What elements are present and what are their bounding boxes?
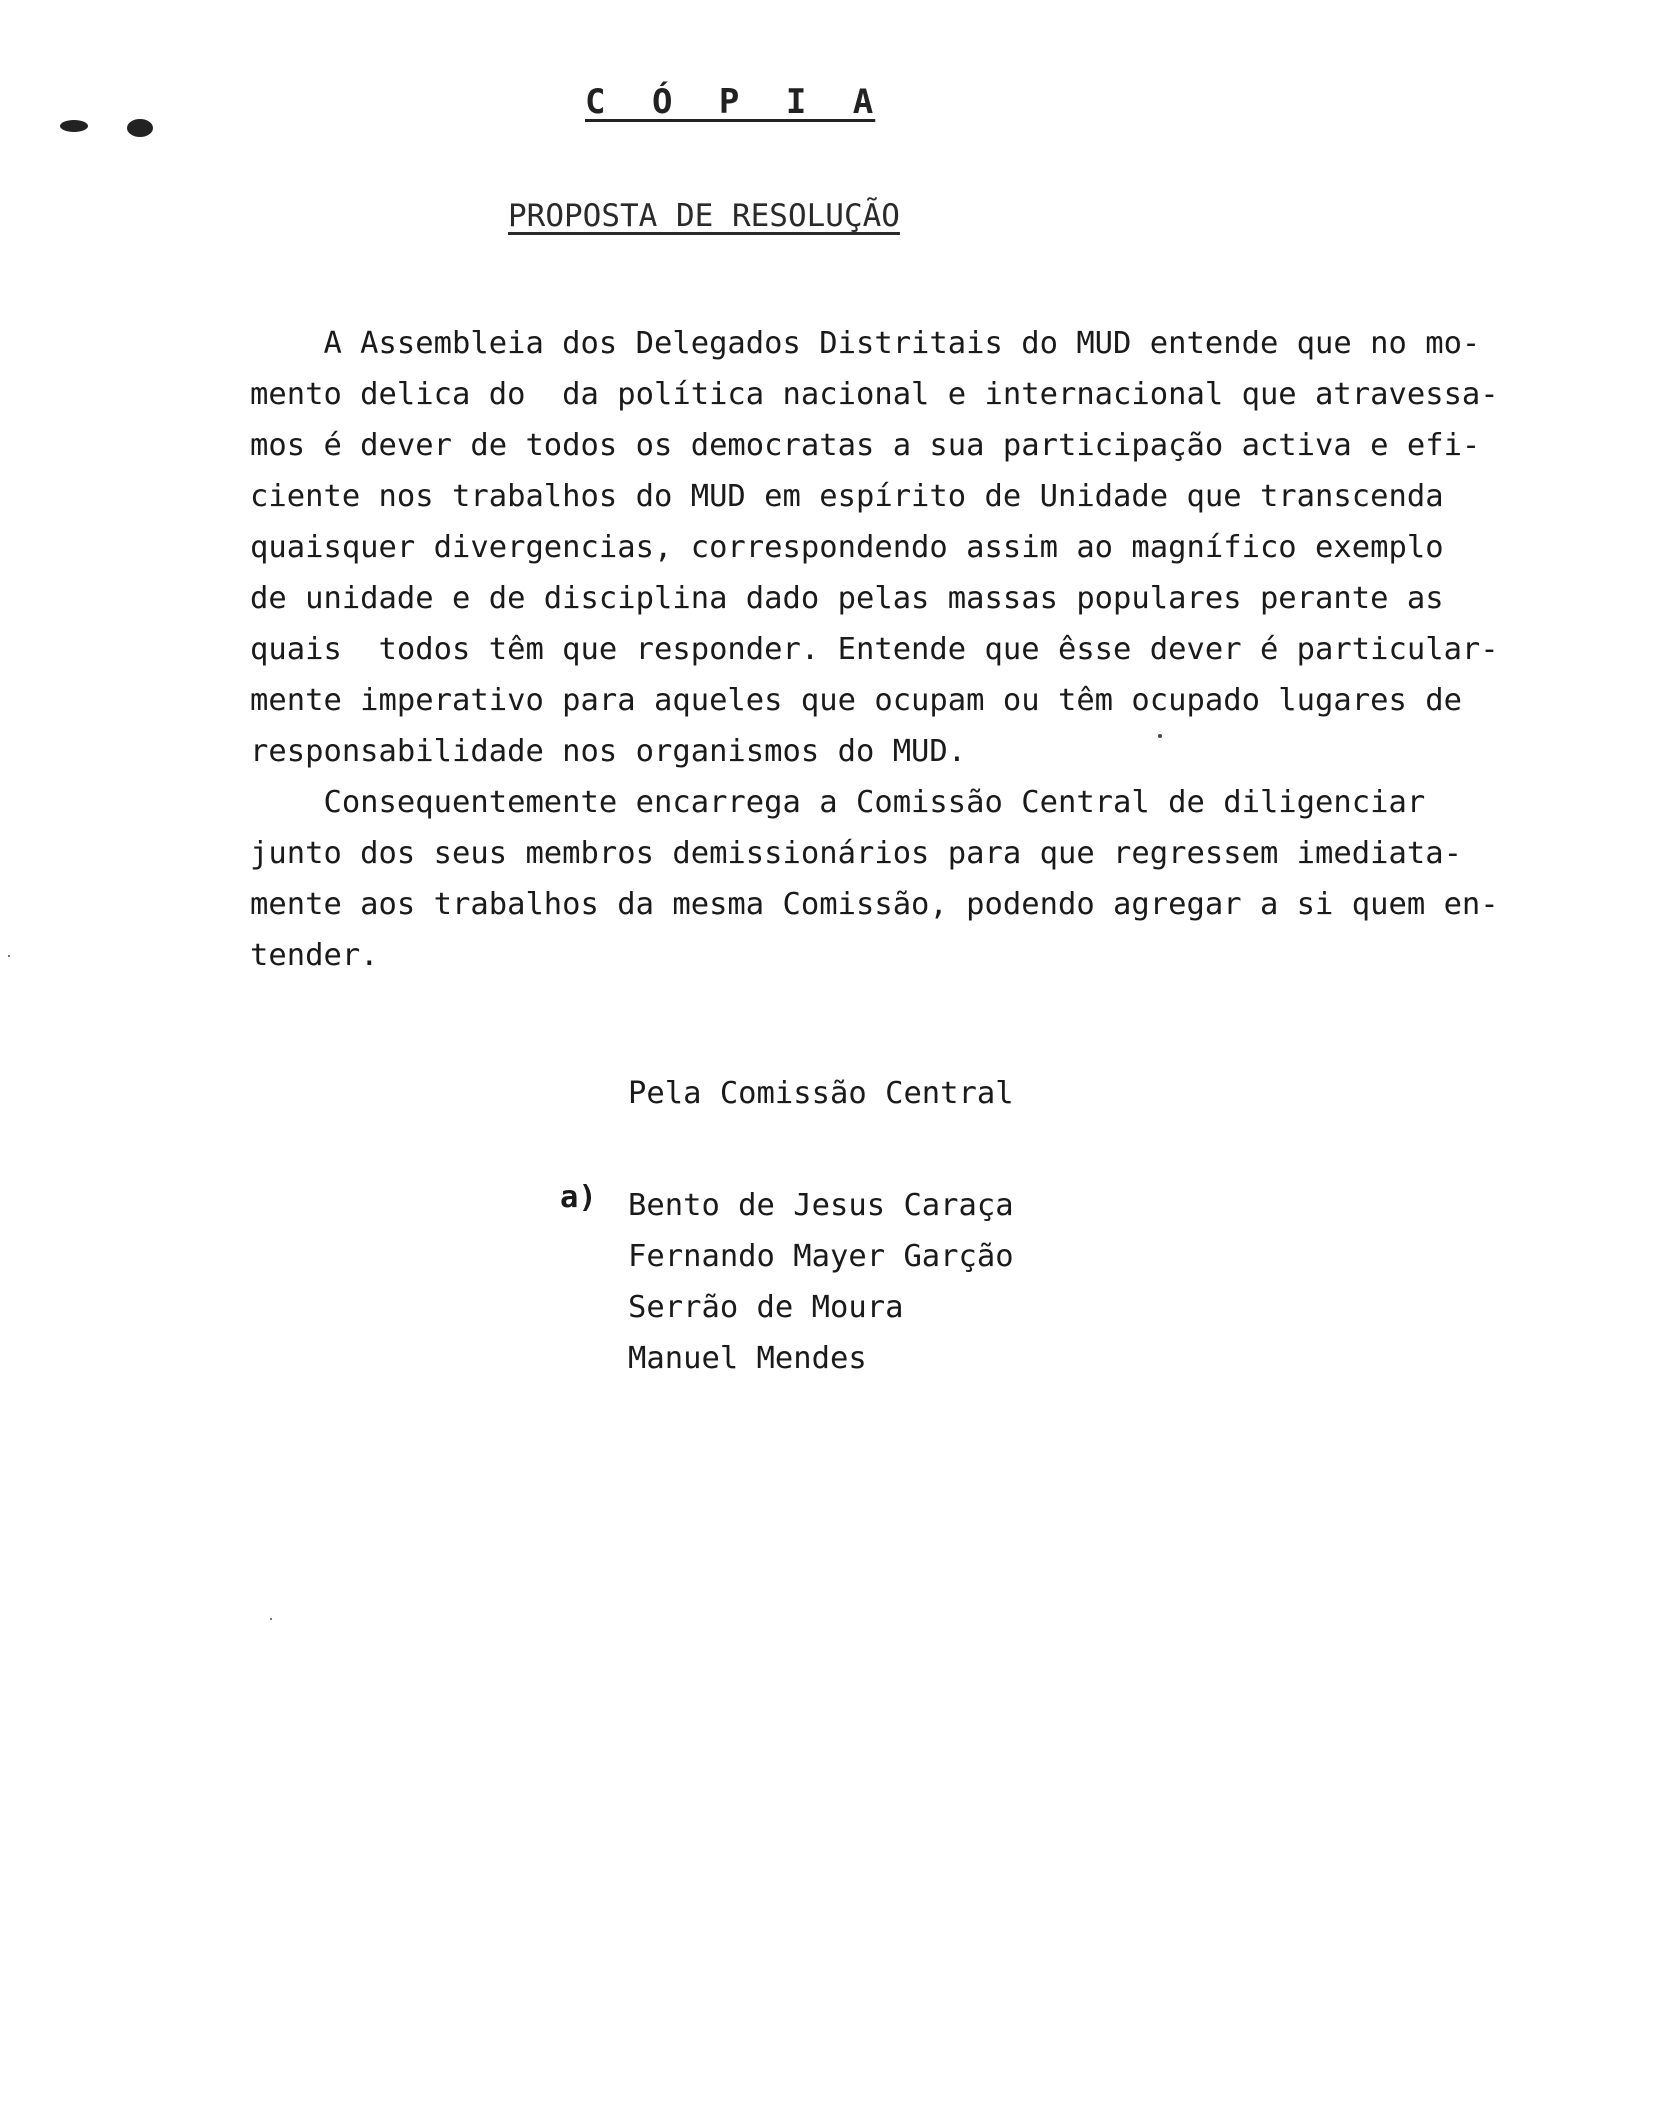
signatory-name: Manuel Mendes [628,1341,867,1376]
body-line: mente aos trabalhos da mesma Comissão, podendo agregar a si quem en- [250,887,1499,922]
punch-hole-marks [58,112,168,142]
document-title: C Ó P I A [585,82,876,122]
paper-speck [1158,734,1162,738]
body-line: de unidade e de disciplina dado pelas massas populares perante as [250,581,1444,616]
signature-label: a) [560,1180,597,1215]
signatory-name: Bento de Jesus Caraça [628,1188,1014,1223]
body-line: A Assembleia dos Delegados Distritais do MUD entende que no mo- [250,326,1481,361]
resolution-body [250,318,1630,981]
body-line: tender. [250,938,379,973]
body-line: responsabilidade nos organismos do MUD. [250,734,967,769]
document-subtitle: PROPOSTA DE RESOLUÇÃO [508,198,900,234]
body-line: Consequentemente encarrega a Comissão Central de diligenciar [250,785,1426,820]
body-line: quais todos têm que responder. Entende que êsse dever é particular- [250,632,1499,667]
paper-speck [8,955,10,957]
body-line: mos é dever de todos os democratas a sua participação activa e efi- [250,428,1481,463]
signatory-list [628,1180,1014,1384]
signature-header: Pela Comissão Central [628,1076,1014,1111]
body-line: mente imperativo para aqueles que ocupam ou têm ocupado lugares de [250,683,1462,718]
body-line: mento delica do da política nacional e internacional que atravessa- [250,377,1499,412]
body-line: ciente nos trabalhos do MUD em espírito de Unidade que transcenda [250,479,1444,514]
paper-speck [270,1618,272,1620]
signatory-name: Serrão de Moura [628,1290,904,1325]
signatory-name: Fernando Mayer Garção [628,1239,1014,1274]
body-line: junto dos seus membros demissionários para que regressem imediata- [250,836,1462,871]
body-line: quaisquer divergencias, correspondendo assim ao magnífico exemplo [250,530,1444,565]
